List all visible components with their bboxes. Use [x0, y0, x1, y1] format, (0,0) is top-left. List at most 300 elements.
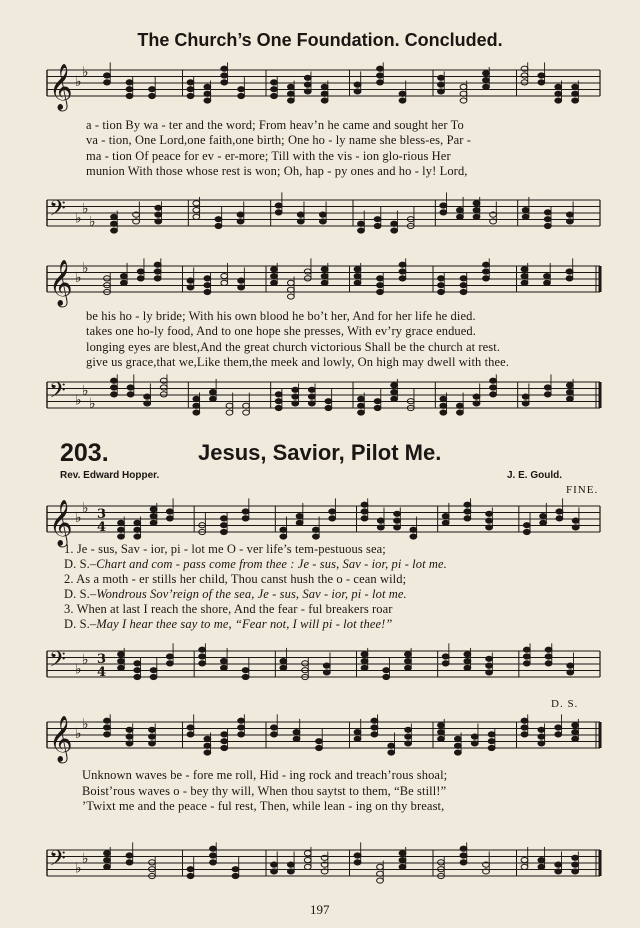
hymn-number: 203. — [60, 439, 109, 467]
note-head — [438, 736, 445, 741]
note-head — [440, 410, 447, 415]
note-head — [134, 534, 141, 539]
note-head — [572, 869, 579, 874]
note-head — [442, 654, 449, 659]
note-head — [377, 73, 384, 78]
note-head — [358, 396, 365, 401]
note-head — [242, 668, 249, 673]
note-head — [304, 276, 311, 281]
note-head — [486, 525, 493, 530]
note-head — [210, 860, 217, 865]
note-head — [555, 732, 562, 737]
note-head — [199, 661, 206, 666]
note-head — [460, 289, 467, 294]
time-signature-icon: 3 — [97, 507, 107, 522]
note-head — [555, 84, 562, 89]
note-head — [118, 652, 125, 657]
note-head — [313, 534, 320, 539]
note-head — [521, 66, 528, 71]
flat-icon: ♭ — [89, 213, 96, 230]
note-head — [154, 262, 161, 267]
note-head — [271, 80, 278, 85]
note-head — [329, 509, 336, 514]
note-head — [193, 403, 200, 408]
note-head — [204, 743, 211, 748]
note-head — [460, 283, 467, 288]
note-head — [187, 732, 194, 737]
note-head — [271, 273, 278, 278]
note-head — [394, 511, 401, 516]
note-head — [544, 223, 551, 228]
note-head — [438, 75, 445, 80]
note-head — [287, 98, 294, 103]
note-head — [473, 394, 480, 399]
note-head — [544, 217, 551, 222]
note-head — [460, 98, 467, 103]
note-head — [242, 516, 249, 521]
note-head — [226, 410, 233, 415]
note-head — [545, 661, 552, 666]
note-head — [377, 80, 384, 85]
note-head — [104, 73, 111, 78]
note-head — [438, 283, 445, 288]
note-head — [377, 66, 384, 71]
note-head — [111, 221, 118, 226]
note-head — [271, 725, 278, 730]
note-head — [215, 217, 222, 222]
note-head — [154, 269, 161, 274]
note-head — [193, 201, 200, 206]
lyric-text: When at last I reach the shore, And the fear - ful breakers roar — [76, 602, 393, 616]
note-head — [483, 262, 490, 267]
note-head — [287, 862, 294, 867]
note-head — [523, 647, 530, 652]
note-head — [111, 392, 118, 397]
note-head — [438, 276, 445, 281]
note-head — [361, 658, 368, 663]
note-head — [405, 665, 412, 670]
note-head — [111, 378, 118, 383]
flat-icon: ♭ — [82, 850, 89, 867]
note-head — [464, 652, 471, 657]
note-head — [566, 269, 573, 274]
note-head — [120, 280, 127, 285]
flat-icon: ♭ — [82, 500, 89, 517]
note-head — [521, 718, 528, 723]
note-head — [271, 267, 278, 272]
note-head — [399, 262, 406, 267]
note-head — [126, 860, 133, 865]
bass-clef-icon: 𝄢 — [49, 196, 66, 227]
note-head — [405, 652, 412, 657]
flat-icon: ♭ — [75, 392, 82, 409]
note-head — [490, 378, 497, 383]
note-head — [473, 401, 480, 406]
note-head — [523, 661, 530, 666]
note-head — [399, 91, 406, 96]
note-head — [304, 851, 311, 856]
note-head — [199, 647, 206, 652]
note-head — [187, 725, 194, 730]
note-head — [538, 734, 545, 739]
note-head — [232, 867, 239, 872]
note-head — [540, 520, 547, 525]
note-head — [358, 403, 365, 408]
note-head — [308, 387, 315, 392]
note-head — [155, 219, 162, 224]
note-head — [308, 394, 315, 399]
note-head — [488, 732, 495, 737]
note-head — [471, 741, 478, 746]
lyric-text: Je - sus, Sav - ior, pi - lot me O - ver life’s tem-pestuous sea; — [76, 542, 386, 556]
note-head — [271, 280, 278, 285]
note-head — [118, 665, 125, 670]
lyric-line: be his ho - ly bride; With his own blood he bo’t her, And for her life he died. — [86, 309, 476, 323]
note-head — [292, 401, 299, 406]
note-head — [166, 509, 173, 514]
note-head — [238, 718, 245, 723]
note-head — [221, 745, 228, 750]
note-head — [104, 718, 111, 723]
note-head — [556, 509, 563, 514]
note-head — [460, 84, 467, 89]
flat-icon: ♭ — [75, 860, 82, 877]
note-head — [486, 511, 493, 516]
note-head — [454, 743, 461, 748]
note-head — [522, 401, 529, 406]
lyric-line: Boist’rous waves o - bey thy will, When thou saytst to them, “Be still!” — [82, 783, 447, 798]
author-credit: Rev. Edward Hopper. — [60, 470, 160, 481]
note-head — [361, 652, 368, 657]
note-head — [383, 674, 390, 679]
note-head — [566, 383, 573, 388]
note-head — [304, 269, 311, 274]
note-head — [556, 516, 563, 521]
note-head — [323, 663, 330, 668]
lyric-text: Wondrous Sov’reign of the sea, Je - sus, Sav - ior, pi - lot me. — [96, 587, 407, 601]
treble-clef-icon: 𝄞 — [49, 260, 73, 306]
note-head — [464, 509, 471, 514]
note-head — [221, 280, 228, 285]
note-head — [572, 729, 579, 734]
note-head — [238, 93, 245, 98]
lyric-line: ’Twixt me and the peace - ful rest, Then, while lean - ing on thy breast, — [82, 799, 445, 813]
note-head — [566, 396, 573, 401]
note-head — [193, 207, 200, 212]
note-head — [127, 385, 134, 390]
note-head — [271, 869, 278, 874]
note-head — [316, 745, 323, 750]
note-head — [374, 399, 381, 404]
lyric-line — [64, 617, 447, 632]
note-head — [522, 207, 529, 212]
note-head — [329, 516, 336, 521]
bass-staff — [0, 840, 640, 890]
lyric-text: As a moth - er stills her child, Thou canst hush the o - cean wild; — [76, 572, 407, 586]
flat-icon: ♭ — [75, 661, 82, 678]
note-head — [221, 80, 228, 85]
note-head — [126, 853, 133, 858]
note-head — [555, 91, 562, 96]
treble-staff — [0, 712, 640, 762]
note-head — [193, 396, 200, 401]
note-head — [442, 513, 449, 518]
hymn-title: The Church’s One Foundation. Concluded. — [137, 30, 503, 50]
note-head — [321, 273, 328, 278]
note-head — [243, 410, 250, 415]
note-head — [391, 396, 398, 401]
note-head — [111, 228, 118, 233]
note-head — [473, 201, 480, 206]
note-head — [488, 739, 495, 744]
note-head — [275, 203, 282, 208]
note-head — [144, 394, 151, 399]
lyric-line: longing eyes are blest,And the great church victorious Shall be the church at rest. — [86, 339, 501, 354]
note-head — [104, 80, 111, 85]
note-head — [438, 729, 445, 734]
note-head — [572, 723, 579, 728]
note-head — [399, 276, 406, 281]
note-head — [523, 523, 530, 528]
note-head — [313, 527, 320, 532]
note-head — [371, 725, 378, 730]
note-head — [471, 734, 478, 739]
note-head — [490, 385, 497, 390]
note-head — [521, 267, 528, 272]
verse-lyrics-block — [86, 118, 471, 179]
note-head — [304, 89, 311, 94]
note-head — [572, 862, 579, 867]
note-head — [204, 736, 211, 741]
note-head — [271, 87, 278, 92]
note-head — [127, 392, 134, 397]
note-head — [354, 267, 361, 272]
note-head — [358, 228, 365, 233]
note-head — [544, 210, 551, 215]
verse-label: D. S.– — [64, 617, 97, 631]
note-head — [160, 385, 167, 390]
note-head — [394, 518, 401, 523]
note-head — [238, 725, 245, 730]
note-head — [187, 93, 194, 98]
note-head — [438, 89, 445, 94]
note-head — [104, 857, 111, 862]
note-head — [134, 674, 141, 679]
verse-lyrics-block — [64, 542, 447, 632]
note-head — [361, 509, 368, 514]
lyric-line — [64, 572, 447, 587]
note-head — [377, 283, 384, 288]
lyric-line — [64, 557, 447, 572]
note-head — [111, 385, 118, 390]
note-head — [473, 207, 480, 212]
note-head — [166, 661, 173, 666]
note-head — [297, 212, 304, 217]
note-head — [104, 864, 111, 869]
note-head — [275, 210, 282, 215]
note-head — [405, 727, 412, 732]
note-head — [215, 223, 222, 228]
note-head — [287, 84, 294, 89]
lyric-line: a - tion By wa - ter and the word; From heav’n he came and sought her To — [86, 118, 464, 132]
note-head — [572, 736, 579, 741]
note-head — [483, 269, 490, 274]
note-head — [187, 873, 194, 878]
note-head — [440, 210, 447, 215]
note-head — [410, 527, 417, 532]
note-head — [521, 857, 528, 862]
note-head — [308, 401, 315, 406]
note-head — [460, 846, 467, 851]
note-head — [374, 223, 381, 228]
note-head — [221, 66, 228, 71]
note-head — [155, 212, 162, 217]
note-head — [204, 84, 211, 89]
treble-clef-icon: 𝄞 — [49, 716, 73, 762]
ds-marking: D. S. — [551, 698, 579, 710]
note-head — [399, 864, 406, 869]
note-head — [111, 214, 118, 219]
note-head — [486, 663, 493, 668]
flat-icon: ♭ — [89, 395, 96, 412]
note-head — [460, 860, 467, 865]
treble-staff — [0, 256, 640, 306]
note-head — [483, 276, 490, 281]
note-head — [126, 80, 133, 85]
note-head — [280, 527, 287, 532]
note-head — [523, 529, 530, 534]
verse-label: 1. — [64, 542, 74, 556]
flat-icon: ♭ — [75, 726, 82, 742]
note-head — [405, 658, 412, 663]
verse-label: 2. — [64, 572, 74, 586]
note-head — [538, 741, 545, 746]
note-head — [242, 509, 249, 514]
note-head — [275, 392, 282, 397]
note-head — [126, 93, 133, 98]
note-head — [361, 665, 368, 670]
note-head — [354, 89, 361, 94]
note-head — [354, 736, 361, 741]
note-head — [538, 864, 545, 869]
note-head — [464, 658, 471, 663]
note-head — [166, 654, 173, 659]
note-head — [204, 98, 211, 103]
note-head — [483, 84, 490, 89]
note-head — [210, 389, 217, 394]
note-head — [187, 867, 194, 872]
note-head — [358, 410, 365, 415]
note-head — [204, 750, 211, 755]
note-head — [521, 732, 528, 737]
note-head — [149, 741, 156, 746]
note-head — [292, 394, 299, 399]
note-head — [371, 718, 378, 723]
note-head — [566, 212, 573, 217]
note-head — [296, 513, 303, 518]
note-head — [523, 654, 530, 659]
note-head — [544, 385, 551, 390]
note-head — [321, 98, 328, 103]
note-head — [572, 98, 579, 103]
note-head — [275, 399, 282, 404]
note-head — [126, 741, 133, 746]
note-head — [488, 745, 495, 750]
note-head — [325, 399, 332, 404]
note-head — [377, 525, 384, 530]
note-head — [566, 219, 573, 224]
note-head — [354, 853, 361, 858]
note-head — [486, 518, 493, 523]
bass-staff — [0, 190, 640, 240]
note-head — [358, 221, 365, 226]
note-head — [538, 857, 545, 862]
note-head — [473, 214, 480, 219]
note-head — [237, 219, 244, 224]
verse-label: 3. — [64, 602, 74, 616]
note-head — [296, 520, 303, 525]
note-head — [287, 91, 294, 96]
note-head — [521, 273, 528, 278]
note-head — [292, 387, 299, 392]
note-head — [399, 851, 406, 856]
note-head — [293, 729, 300, 734]
hymn-title: Jesus, Savior, Pilot Me. — [198, 440, 442, 465]
note-head — [304, 82, 311, 87]
note-head — [388, 743, 395, 748]
note-head — [521, 725, 528, 730]
composer-credit: J. E. Gould. — [507, 470, 563, 481]
note-head — [544, 273, 551, 278]
note-head — [374, 217, 381, 222]
note-head — [210, 396, 217, 401]
note-head — [221, 273, 228, 278]
note-head — [187, 80, 194, 85]
note-head — [160, 378, 167, 383]
note-head — [377, 864, 384, 869]
note-head — [287, 294, 294, 299]
note-head — [438, 289, 445, 294]
note-head — [104, 276, 111, 281]
note-head — [242, 674, 249, 679]
note-head — [104, 732, 111, 737]
note-head — [405, 741, 412, 746]
note-head — [440, 396, 447, 401]
lyric-line: munion With those whose rest is won; Oh, hap - py ones and ho - ly! Lord, — [86, 163, 468, 178]
treble-clef-icon: 𝄞 — [49, 500, 73, 546]
note-head — [150, 668, 157, 673]
note-head — [160, 392, 167, 397]
note-head — [304, 857, 311, 862]
note-head — [204, 289, 211, 294]
note-head — [391, 389, 398, 394]
note-head — [555, 98, 562, 103]
note-head — [460, 853, 467, 858]
treble-staff — [0, 60, 640, 110]
note-head — [440, 403, 447, 408]
flat-icon: ♭ — [82, 716, 89, 733]
note-head — [399, 98, 406, 103]
note-head — [238, 285, 245, 290]
note-head — [210, 853, 217, 858]
note-head — [293, 736, 300, 741]
note-head — [232, 873, 239, 878]
fine-marking: FINE. — [566, 484, 599, 496]
time-signature-icon: 3 — [97, 652, 107, 667]
lyric-line: give us grace,that we,Like them,the meek and lowly, On high may dwell with thee. — [86, 354, 510, 369]
note-head — [118, 520, 125, 525]
time-signature-icon: 4 — [97, 520, 107, 535]
